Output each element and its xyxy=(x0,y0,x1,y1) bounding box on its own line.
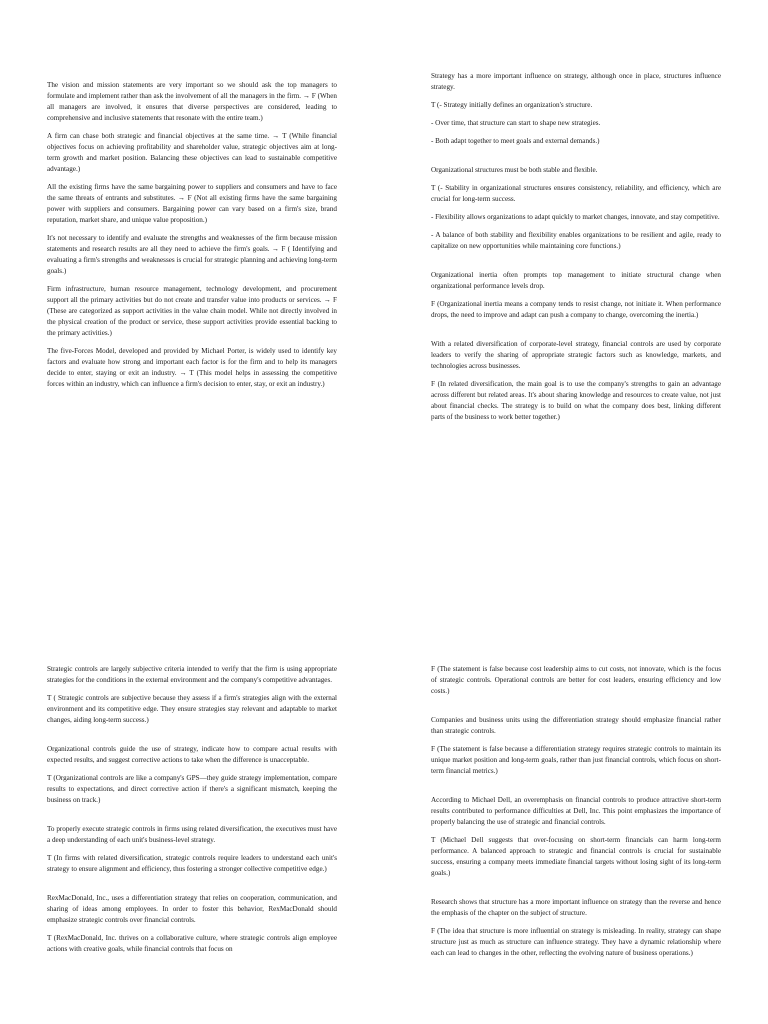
answer: F (The statement is false because cost leadership aims to cut costs, not innovate, which is the focus of strategic controls. Operational controls are better for cost leaders, ensuring efficiency and low costs.) xyxy=(431,665,721,695)
statement: To properly execute strategic controls in firms using related diversification, the executives must have a deep understanding of each unit's business-level strategy. xyxy=(47,825,337,844)
statement: Strategic controls are largely subjective criteria intended to verify that the firm is using appropriate strategies for the conditions in the external environment and the company's competitive advantages. xyxy=(47,665,337,684)
answer: T (Organizational controls are like a company's GPS—they guide strategy implementation, compare results to expectations, and direct corrective action if there's a significant mismatch, keeping the business on track.) xyxy=(47,774,337,804)
statement: With a related diversification of corporate-level strategy, financial controls are used by corporate leaders to verify the sharing of appropriate strategic factors such as knowledge, markets, and technologies across businesses. xyxy=(431,340,721,370)
statement: Organizational controls guide the use of strategy, indicate how to compare actual results with expected results, and suggest corrective actions to take when the difference is unacceptable. xyxy=(47,745,337,764)
answer: F (The statement is false because a differentiation strategy requires strategic controls to maintain its unique market position and long-term goals, rather than just financial controls, which focus on short-term financial metrics.) xyxy=(431,745,721,775)
answer: T ( Strategic controls are subjective because they assess if a firm's strategies align with the external environment and its competitive edge. They ensure strategies stay relevant and adaptable to market changes, aiding long-term success.) xyxy=(47,694,337,724)
top-left-column xyxy=(47,80,337,397)
answer-point: - Both adapt together to meet goals and external demands.) xyxy=(431,137,600,145)
statement: Research shows that structure has a more important influence on strategy than the reverse and hence the emphasis of the chapter on the subject of structure. xyxy=(431,898,721,917)
statement: Organizational inertia often prompts top management to initiate structural change when organizational performance levels drop. xyxy=(431,271,721,290)
statement: Strategy has a more important influence on strategy, although once in place, structures influence strategy. xyxy=(431,72,721,91)
answer: F (Organizational inertia means a company tends to resist change, not initiate it. When performance drops, the need to improve and adapt can push a company to change, overcoming the inertia.) xyxy=(431,300,721,319)
paragraph: It's not necessary to identify and evaluate the strengths and weaknesses of the firm because mission statements and research results are all they need to achieve the firm's goals. → F ( Identifying and evaluating a firm's strengths and weaknesses is crucial for strategic planning and achieving long-term goals.) xyxy=(47,234,337,275)
paragraph: All the existing firms have the same bargaining power to suppliers and consumers and have to face the same threats of entrants and substitutes. → F (Not all existing firms have the same bargaining power with suppliers and consumers. Bargaining power can vary based on a firm's size, brand reputation, market share, and unique value proposition.) xyxy=(47,183,337,224)
answer: F (The idea that structure is more influential on strategy is misleading. In reality, strategy can shape structure just as much as structure can influence strategy. They have a dynamic relationship where each can lead to changes in the other, reflecting the evolving nature of business operations.) xyxy=(431,927,721,957)
bottom-right-column xyxy=(431,664,721,966)
top-right-column xyxy=(431,71,721,430)
answer: T (- Strategy initially defines an organization's structure. xyxy=(431,101,593,109)
answer: T (- Stability in organizational structures ensures consistency, reliability, and efficiency, which are crucial for long-term success. xyxy=(431,184,721,203)
answer-point: - Over time, that structure can start to shape new strategies. xyxy=(431,119,601,127)
answer: T (RexMacDonald, Inc. thrives on a collaborative culture, where strategic controls align employee actions with creative goals, while financial controls that focus on xyxy=(47,934,337,953)
paragraph: The vision and mission statements are very important so we should ask the top managers to formulate and implement rather than ask the involvement of all the managers in the firm. → F (When all managers are involved, it ensures that diverse perspectives are considered, leading to comprehensive and inclusive statements that resonate with the entire team.) xyxy=(47,81,337,122)
statement: Companies and business units using the differentiation strategy should emphasize financial rather than strategic controls. xyxy=(431,716,721,735)
answer-point: - A balance of both stability and flexibility enables organizations to be resilient and agile, ready to capitalize on new opportunities while maintaining core functions.) xyxy=(431,231,721,250)
answer-point: - Flexibility allows organizations to adapt quickly to market changes, innovate, and stay competitive. xyxy=(431,213,720,221)
statement: Organizational structures must be both stable and flexible. xyxy=(431,166,598,174)
paragraph: A firm can chase both strategic and financial objectives at the same time. → T (While financial objectives focus on achieving profitability and shareholder value, strategic objectives aim at long-term growth and market position. Balancing these objectives can lead to sustainable competitive advantage.) xyxy=(47,132,337,173)
paragraph: The five-Forces Model, developed and provided by Michael Porter, is widely used to identify key factors and evaluate how strong and important each factor is for the firm and to help its managers decide to enter, staying or exit an industry. → T (This model helps in assessing the competitive forces within an industry, which can influence a firm's decision to enter, stay, or exit an industry.) xyxy=(47,347,337,388)
statement: RexMacDonald, Inc., uses a differentiation strategy that relies on cooperation, communication, and sharing of ideas among employees. In order to foster this behavior, RexMacDonald should emphasize strategic controls over financial controls. xyxy=(47,894,337,924)
bottom-left-column xyxy=(47,664,337,962)
paragraph: Firm infrastructure, human resource management, technology development, and procurement support all the primary activities but do not create and transfer value into products or services. → F (These are categorized as support activities in the value chain model. While not directly involved in the physical creation of the product or service, these support activities provide essential backing to the primary activities.) xyxy=(47,285,337,337)
answer: T (In firms with related diversification, strategic controls require leaders to understand each unit's strategy to ensure alignment and efficiency, thus fostering a stronger collective competitive edge.) xyxy=(47,854,337,873)
answer: T (Michael Dell suggests that over-focusing on short-term financials can harm long-term performance. A balanced approach to strategic and financial controls is crucial for sustainable success, ensuring a company meets immediate financial targets without losing sight of its long-term goals.) xyxy=(431,836,721,877)
statement: According to Michael Dell, an overemphasis on financial controls to produce attractive short-term results contributed to performance difficulties at Dell, Inc. This point emphasizes the importance of properly balancing the use of strategic and financial controls. xyxy=(431,796,721,826)
answer: F (In related diversification, the main goal is to use the company's strengths to gain an advantage across different but related areas. It's about sharing knowledge and resources to create value, not just about financial checks. The strategy is to build on what the company does best, linking different parts of the business to work better together.) xyxy=(431,380,721,421)
